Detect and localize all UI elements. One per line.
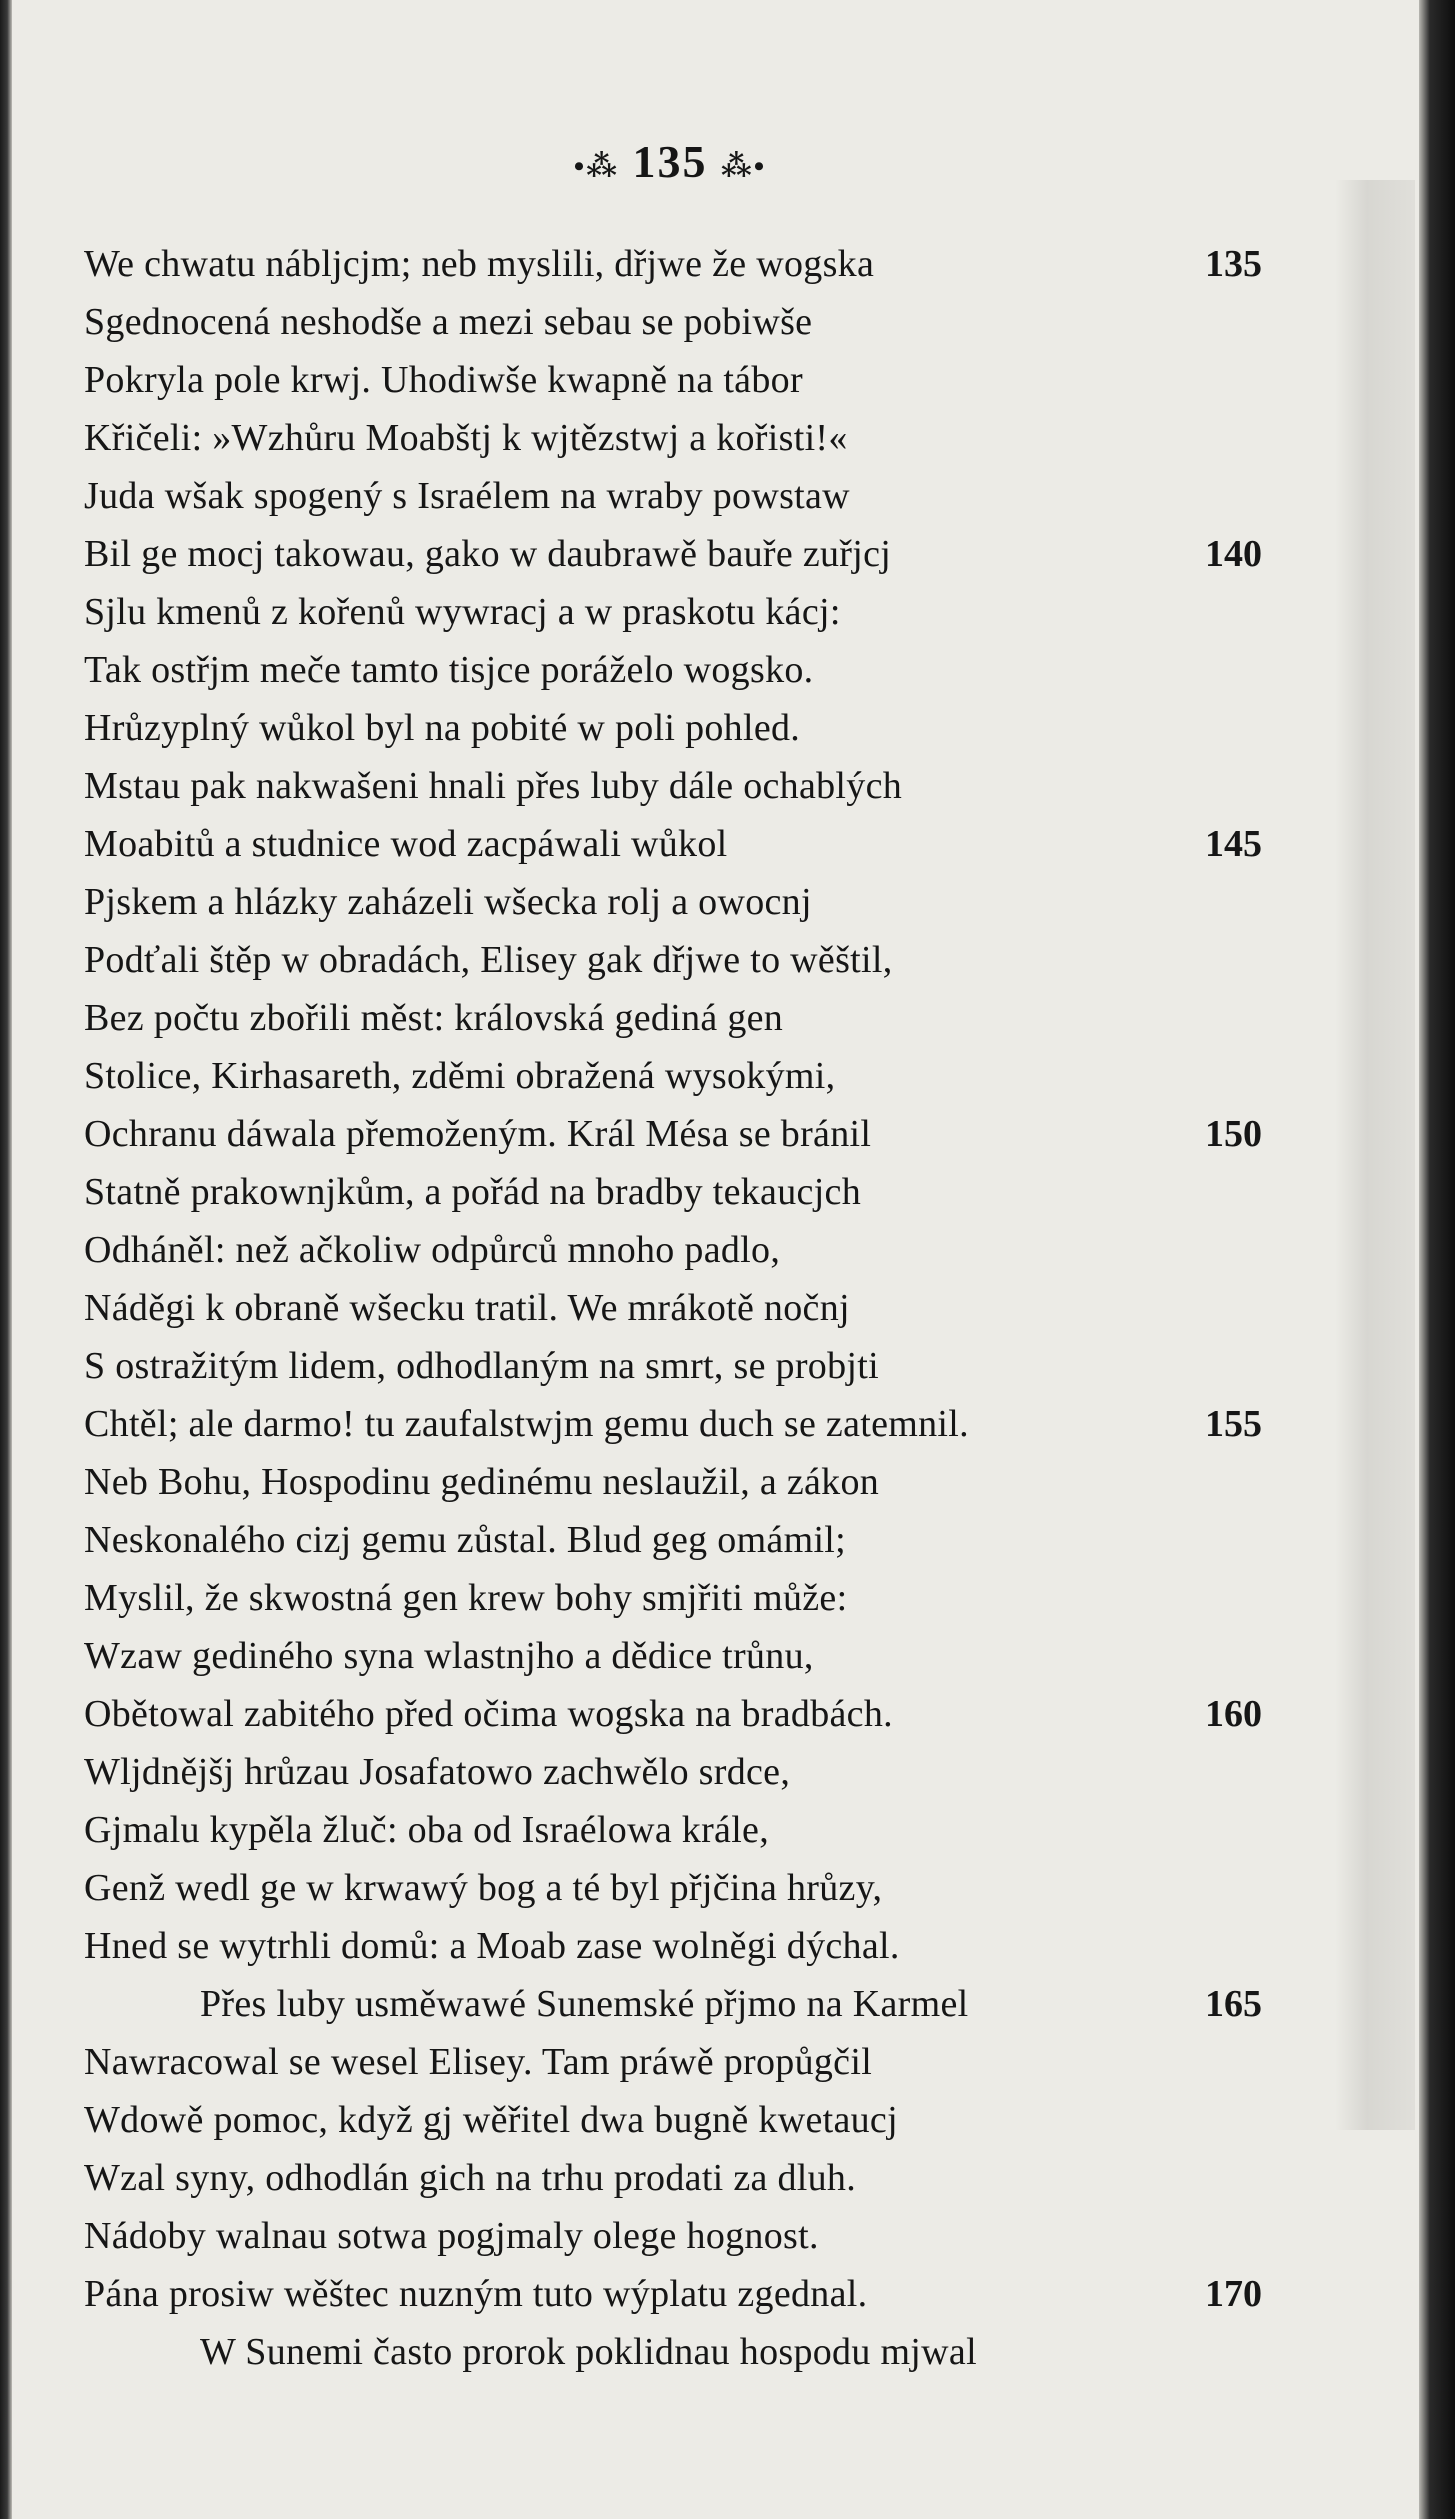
poem-line: Stolice, Kirhasareth, zděmi obražená wysokými,: [84, 1055, 836, 1097]
poem-line: Wdowě pomoc, když gj wěřitel dwa bugně kwetaucj: [84, 2099, 898, 2141]
poem-line: Genž wedl ge w krwawý bog a té byl přjčina hrůzy,: [84, 1867, 883, 1909]
line-number: 165: [1205, 1983, 1262, 2025]
poem-line: Nádoby walnau sotwa pogjmaly olege hognost.: [84, 2215, 819, 2257]
line-number: 155: [1205, 1403, 1262, 1445]
poem-line: Přes luby usměwawé Sunemské přjmo na Karmel: [200, 1983, 969, 2025]
poem-line: Statně prakownjkům, a pořád na bradby tekaucjch: [84, 1171, 862, 1213]
poem-line: Hrůzyplný wůkol byl na pobité w poli pohled.: [84, 707, 801, 749]
poem-line: Odháněl: než ačkoliw odpůrců mnoho padlo,: [84, 1229, 781, 1271]
line-number: 135: [1205, 243, 1262, 285]
poem-line: Moabitů a studnice wod zacpáwali wůkol: [84, 823, 728, 865]
poem-line: Pána prosiw wěštec nuzným tuto wýplatu zgednal.: [84, 2273, 868, 2315]
poem-line: Bil ge mocj takowau, gako w daubrawě bauře zuřjcj: [84, 533, 892, 575]
poem-line: Mstau pak nakwašeni hnali přes luby dále ochablých: [84, 765, 903, 807]
poem-line: Tak ostřjm meče tamto tisjce poráželo wogsko.: [84, 649, 814, 691]
poem-line: Sjlu kmenů z kořenů wywracj a w praskotu kácj:: [84, 591, 841, 633]
poem-line: Podťali štěp w obradách, Elisey gak dřjwe to wěštil,: [84, 939, 893, 981]
line-number: 145: [1205, 823, 1262, 865]
poem-line: We chwatu nábljcjm; neb myslili, dřjwe že wogska: [84, 243, 875, 285]
page-number-text: 135: [632, 136, 708, 187]
ornament-right-icon: ⁂•: [721, 149, 767, 183]
poem-line: Neskonalého cizj gemu zůstal. Blud geg omámil;: [84, 1519, 847, 1561]
poem-line: Obětowal zabitého před očima wogska na bradbách.: [84, 1693, 893, 1735]
poem-line: W Sunemi často prorok poklidnau hospodu mjwal: [200, 2331, 977, 2373]
poem-line: Pokryla pole krwj. Uhodiwše kwapně na tábor: [84, 359, 803, 401]
poem-line: Wljdnějšj hrůzau Josafatowo zachwělo srdce,: [84, 1751, 791, 1793]
poem-line: Wzaw gediného syna wlastnjho a dědice trůnu,: [84, 1635, 814, 1677]
poem-line: Chtěl; ale darmo! tu zaufalstwjm gemu duch se zatemnil.: [84, 1403, 969, 1445]
poem-line: Gjmalu kypěla žluč: oba od Israélowa krále,: [84, 1809, 770, 1851]
poem-line: S ostražitým lidem, odhodlaným na smrt, se probjti: [84, 1345, 879, 1387]
poem-line: Ochranu dáwala přemoženým. Král Mésa se bránil: [84, 1113, 872, 1155]
poem-line: Pjskem a hlázky zaházeli wšecka rolj a owocnj: [84, 881, 812, 923]
poem-line: Nawracowal se wesel Elisey. Tam práwě propůgčil: [84, 2041, 873, 2083]
poem-line: Myslil, že skwostná gen krew bohy smjřiti může:: [84, 1577, 848, 1619]
poem-line: Neb Bohu, Hospodinu gedinému neslaužil, a zákon: [84, 1461, 880, 1503]
line-number: 150: [1205, 1113, 1262, 1155]
ornament-left-icon: •⁂: [573, 149, 619, 183]
poem-line: Náděgi k obraně wšecku tratil. We mrákotě nočnj: [84, 1287, 850, 1329]
poem-line: Juda wšak spogený s Israélem na wraby powstaw: [84, 475, 850, 517]
poem-line: Křičeli: »Wzhůru Moabštj k wjtězstwj a kořisti!«: [84, 417, 848, 459]
line-number: 170: [1205, 2273, 1262, 2315]
poem-line: Wzal syny, odhodlán gich na trhu prodati za dluh.: [84, 2157, 857, 2199]
poem-line: Bez počtu zbořili měst: královská gediná gen: [84, 997, 784, 1039]
poem-line: Sgednocená neshodše a mezi sebau se pobiwše: [84, 301, 813, 343]
line-number: 160: [1205, 1693, 1262, 1735]
poem-line: Hned se wytrhli domů: a Moab zase wolněgi dýchal.: [84, 1925, 900, 1967]
line-number: 140: [1205, 533, 1262, 575]
